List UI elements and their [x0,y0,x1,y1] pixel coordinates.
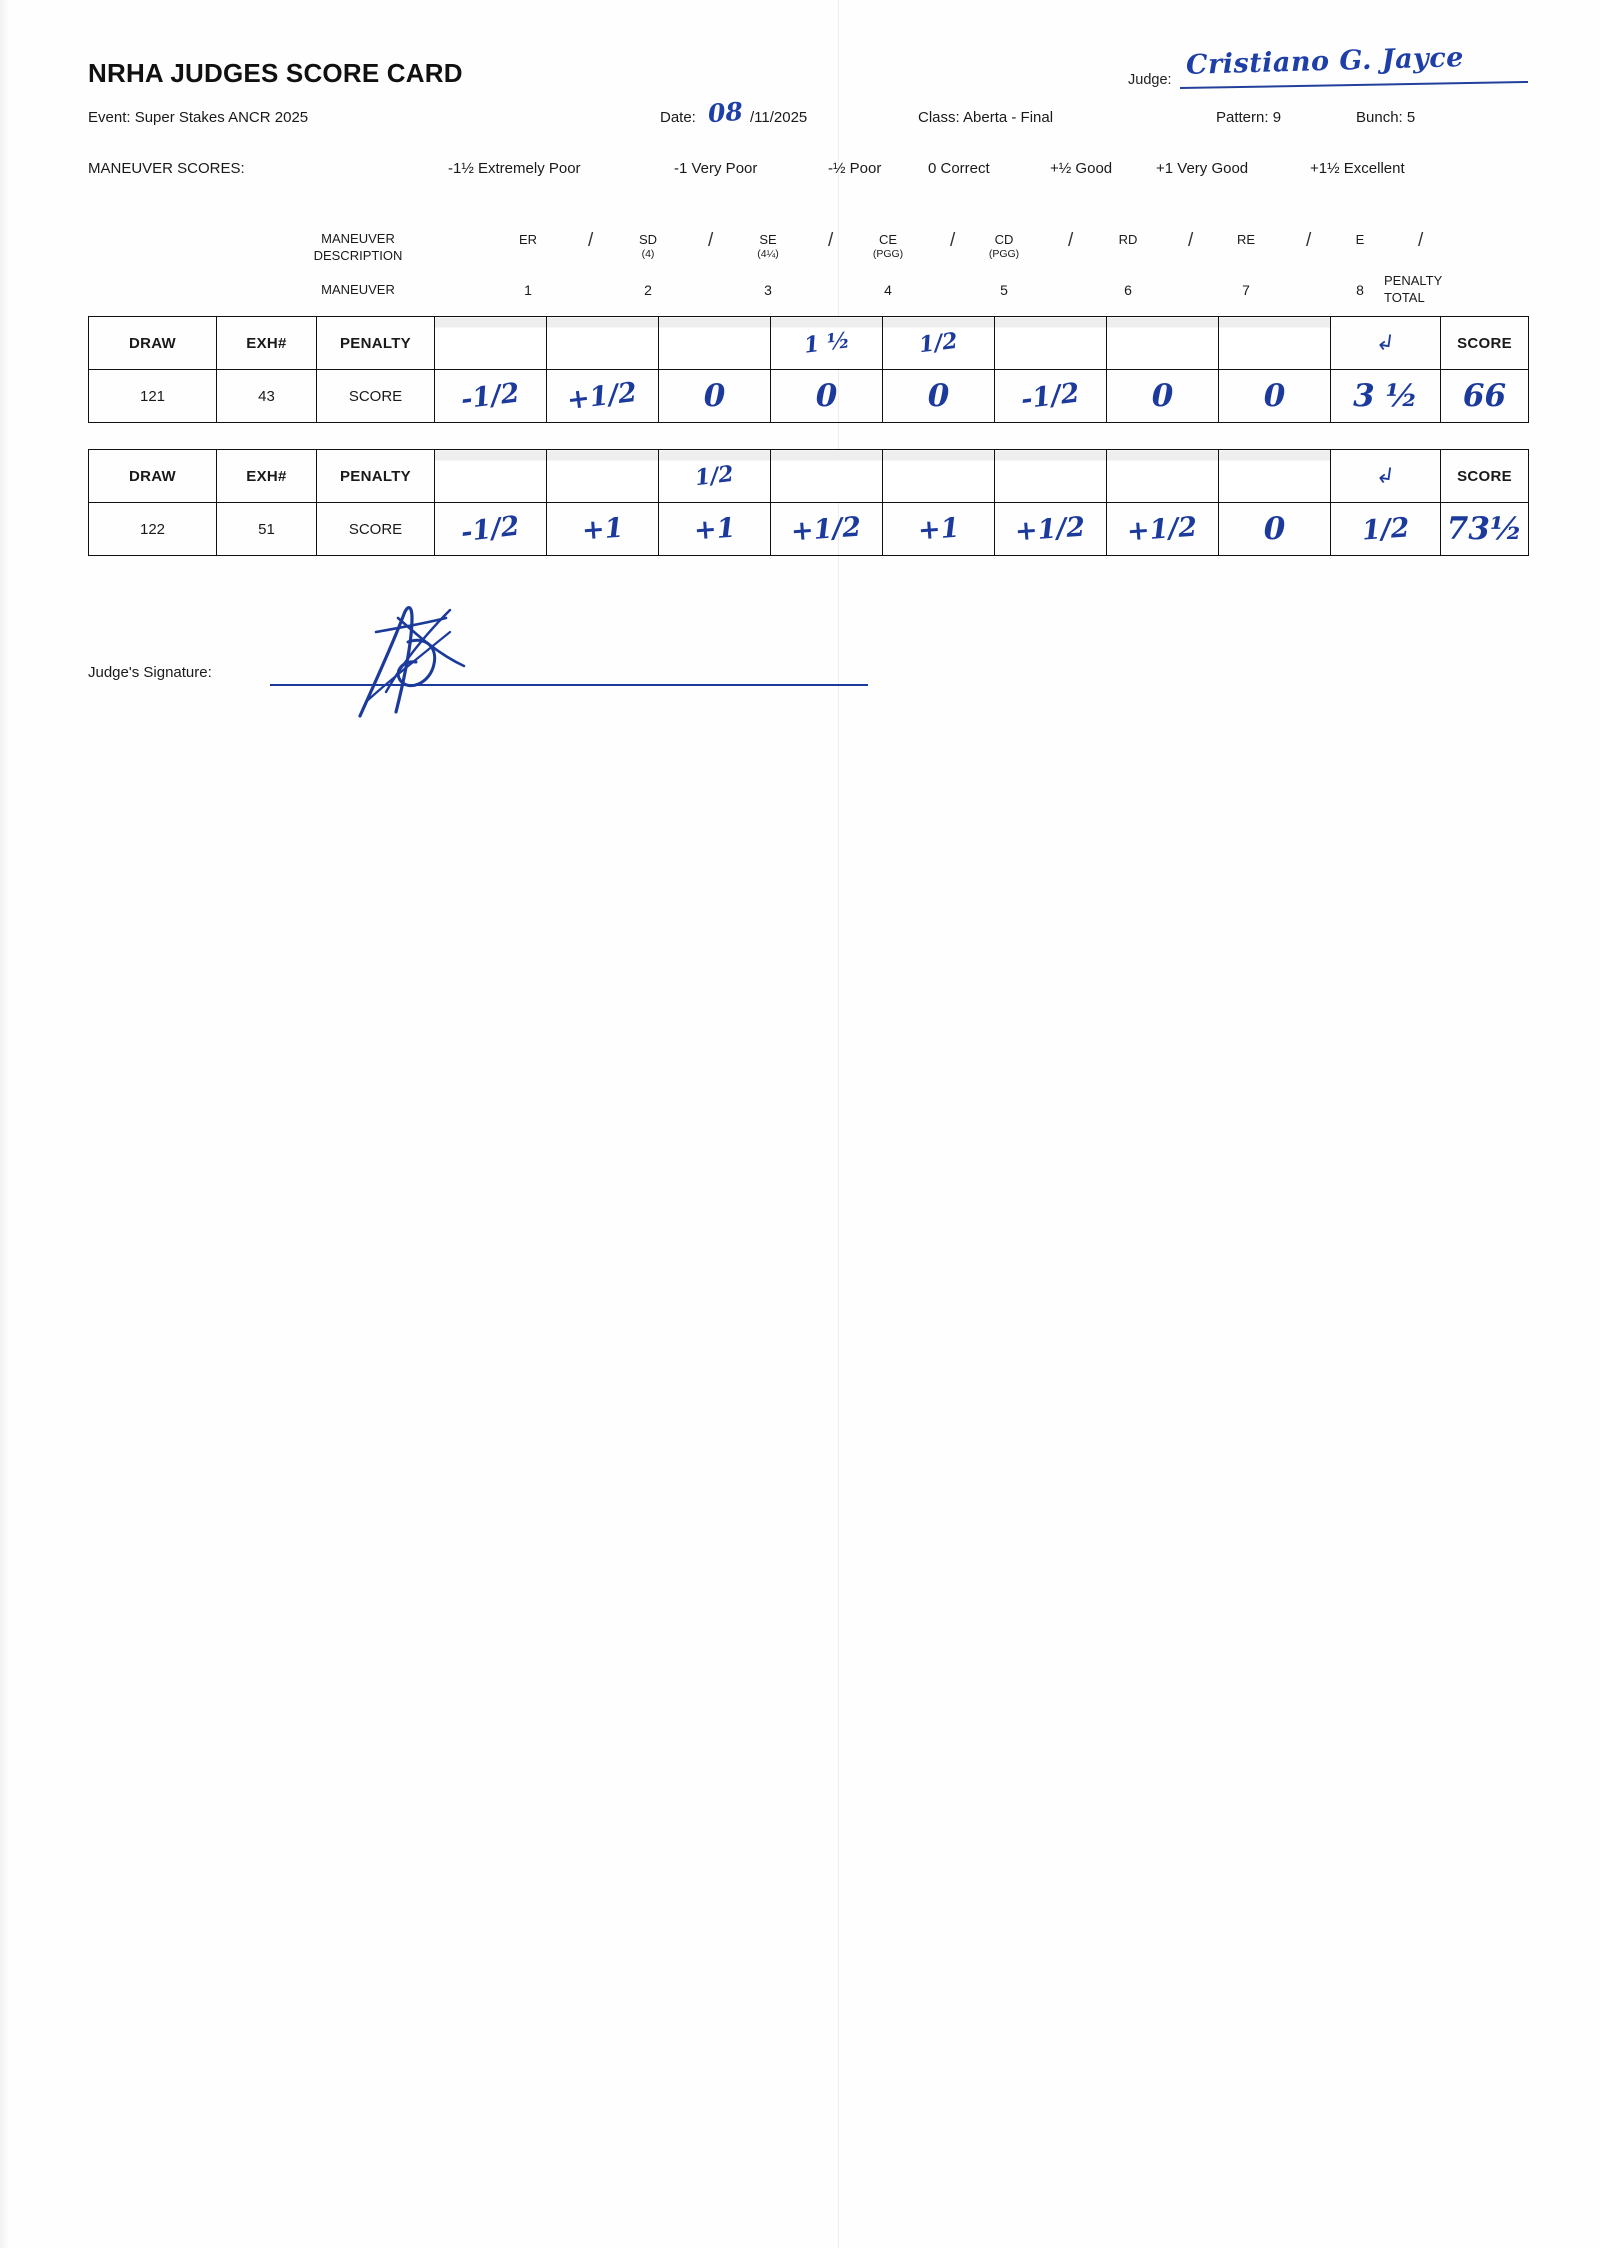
penalty-total-cell[interactable] [1331,370,1441,423]
score-value-7: 0 [1151,377,1174,414]
penalty-cell-1[interactable] [435,317,547,370]
score-cell-2[interactable] [547,370,659,423]
header-score-column: SCORE [1441,450,1529,503]
score-value-7: +1/2 [1126,511,1199,547]
score-value-5: +1 [916,512,961,546]
row-label-score: SCORE [317,503,435,556]
penalty-total-arrow-cell [1331,450,1441,503]
penalty-cell-5[interactable] [883,450,995,503]
score-cell-7[interactable] [1107,370,1219,423]
legend-item-extremely-poor: -1½ Extremely Poor [448,160,581,177]
header-penalty: PENALTY [317,317,435,370]
penalty-cell-7[interactable] [1107,317,1219,370]
total-score-cell[interactable] [1441,503,1529,556]
header-penalty: PENALTY [317,450,435,503]
scan-edge-artifact [0,0,10,2248]
meta-row [88,96,1528,138]
score-cell-7[interactable] [1107,503,1219,556]
penalty-cell-6[interactable] [995,450,1107,503]
signature-label: Judge's Signature: [88,664,212,681]
penalty-value-4: 1 ½ [802,327,851,359]
score-cell-6[interactable] [995,370,1107,423]
score-value-8: 0 [1263,377,1286,414]
penalty-cell-8[interactable] [1219,450,1331,503]
maneuver-col-rd [1088,232,1168,247]
maneuver-description-label [288,230,428,264]
maneuver-col-sd-sub: (4) [641,248,655,260]
score-card-sheet [88,42,1528,740]
maneuver-number-8: 8 [1356,282,1364,298]
score-cell-8[interactable] [1219,503,1331,556]
score-value-6: -1/2 [1019,377,1082,415]
score-cell-2[interactable] [547,503,659,556]
score-value-1: -1/2 [459,510,522,548]
total-score-value: 66 [1462,377,1507,414]
maneuver-col-ce [848,232,928,262]
penalty-cell-6[interactable] [995,317,1107,370]
maneuver-col-cd [964,232,1044,262]
down-left-arrow-icon: ↲ [1374,462,1397,490]
maneuver-col-sd-code: SD [638,232,658,247]
penalty-cell-2[interactable] [547,317,659,370]
score-value-3: 0 [703,377,726,414]
separator-icon-7: / [1306,230,1312,251]
maneuver-col-er-code: ER [518,232,538,247]
table-row [89,370,1529,423]
header-draw: DRAW [89,450,217,503]
separator-icon-5: / [1068,230,1074,251]
event-field: Event: Super Stakes ANCR 2025 [88,109,309,126]
score-table-entry-1 [88,316,1529,423]
maneuver-col-e [1320,232,1400,247]
judge-name-underline [1180,81,1528,89]
penalty-value-5: 1/2 [917,327,960,359]
score-cell-4[interactable] [771,503,883,556]
score-cell-3[interactable] [659,503,771,556]
total-score-cell[interactable] [1441,370,1529,423]
penalty-total-line2: TOTAL [1384,290,1425,305]
maneuver-description-line1: MANEUVER [321,231,395,246]
signature-row [88,610,1528,740]
header-draw: DRAW [89,317,217,370]
separator-icon-1: / [588,230,594,251]
page-title: NRHA JUDGES SCORE CARD [88,58,463,88]
penalty-cell-7[interactable] [1107,450,1219,503]
maneuver-col-se [728,232,808,262]
score-value-1: -1/2 [459,377,522,415]
row-label-score: SCORE [317,370,435,423]
bunch-field: Bunch: 5 [1356,109,1416,126]
penalty-total-arrow-cell [1331,317,1441,370]
maneuver-col-ce-sub: (PGG) [872,248,904,260]
date-label: Date: [660,109,696,126]
legend-title: MANEUVER SCORES: [88,160,245,177]
separator-icon-8: / [1418,230,1424,251]
date-handwritten-day: 08 [707,96,744,129]
score-value-3: +1 [692,512,737,546]
table-row [89,503,1529,556]
separator-icon-4: / [950,230,956,251]
pattern-field: Pattern: 9 [1216,109,1282,126]
date-printed-rest: /11/2025 [750,109,808,126]
exh-value: 43 [217,370,317,423]
score-value-5: 0 [927,377,950,414]
score-cell-1[interactable] [435,370,547,423]
score-value-4: +1/2 [790,511,863,547]
score-cell-8[interactable] [1219,370,1331,423]
table-row [89,450,1529,503]
maneuver-number-1: 1 [524,282,532,298]
separator-icon-2: / [708,230,714,251]
header-exh: EXH# [217,317,317,370]
judge-label: Judge: [1128,72,1172,88]
score-cell-1[interactable] [435,503,547,556]
score-value-8: 0 [1263,510,1286,547]
penalty-total-header [1384,272,1504,306]
maneuver-col-e-code: E [1355,232,1365,247]
signature-mark [346,588,546,728]
legend-item-very-good: +1 Very Good [1156,160,1249,177]
draw-value: 122 [89,503,217,556]
maneuver-col-sd [608,232,688,262]
maneuver-number-3: 3 [764,282,772,298]
maneuver-number-4: 4 [884,282,892,298]
legend-item-correct: 0 Correct [928,160,990,177]
maneuver-col-ce-code: CE [878,232,898,247]
maneuver-number-6: 6 [1124,282,1132,298]
score-cell-4[interactable] [771,370,883,423]
penalty-cell-3[interactable] [659,450,771,503]
penalty-total-value: 1/2 [1360,511,1411,547]
score-value-2: +1/2 [565,376,640,416]
draw-value: 121 [89,370,217,423]
maneuver-col-se-sub: (4¼) [757,248,779,260]
penalty-cell-8[interactable] [1219,317,1331,370]
score-table-entry-2 [88,449,1529,556]
penalty-total-cell[interactable] [1331,503,1441,556]
penalty-value-3: 1/2 [693,460,736,492]
score-value-4: 0 [815,377,838,414]
maneuver-number-5: 5 [1000,282,1008,298]
score-value-2: +1 [580,512,625,546]
penalty-cell-4[interactable] [771,450,883,503]
maneuver-col-re [1206,232,1286,247]
score-cell-5[interactable] [883,503,995,556]
score-value-6: +1/2 [1014,511,1087,547]
maneuver-col-re-code: RE [1236,232,1256,247]
maneuver-col-cd-code: CD [994,232,1014,247]
judge-name-handwritten: Cristiano G. Jayce [1185,42,1465,81]
maneuver-number-2: 2 [644,282,652,298]
penalty-cell-1[interactable] [435,450,547,503]
score-cell-3[interactable] [659,370,771,423]
legend-item-very-poor: -1 Very Poor [674,160,758,177]
maneuver-description-line2: DESCRIPTION [313,248,403,263]
separator-icon-6: / [1188,230,1194,251]
legend-item-good: +½ Good [1050,160,1113,177]
exh-value: 51 [217,503,317,556]
header-score-column: SCORE [1441,317,1529,370]
penalty-total-value: 3 ½ [1353,377,1418,414]
score-cell-5[interactable] [883,370,995,423]
maneuver-col-cd-sub: (PGG) [988,248,1020,260]
maneuver-col-rd-code: RD [1118,232,1138,247]
legend-item-poor: -½ Poor [828,160,882,177]
header-exh: EXH# [217,450,317,503]
penalty-cell-2[interactable] [547,450,659,503]
separator-icon-3: / [828,230,834,251]
down-left-arrow-icon: ↲ [1374,329,1397,357]
maneuver-row-label: MANEUVER [321,282,395,297]
legend-item-excellent: +1½ Excellent [1310,160,1405,177]
penalty-cell-4[interactable] [771,317,883,370]
maneuver-description-header [88,230,1528,316]
penalty-cell-5[interactable] [883,317,995,370]
penalty-total-line1: PENALTY [1384,273,1443,288]
penalty-cell-3[interactable] [659,317,771,370]
maneuver-col-er [488,232,568,247]
header [88,42,1528,98]
total-score-value: 73½ [1446,510,1523,547]
class-field: Class: Aberta - Final [918,109,1054,126]
maneuver-number-7: 7 [1242,282,1250,298]
table-row [89,317,1529,370]
score-cell-6[interactable] [995,503,1107,556]
maneuver-score-legend [88,160,1528,202]
maneuver-col-se-code: SE [759,232,777,247]
table-gap [88,423,1528,449]
